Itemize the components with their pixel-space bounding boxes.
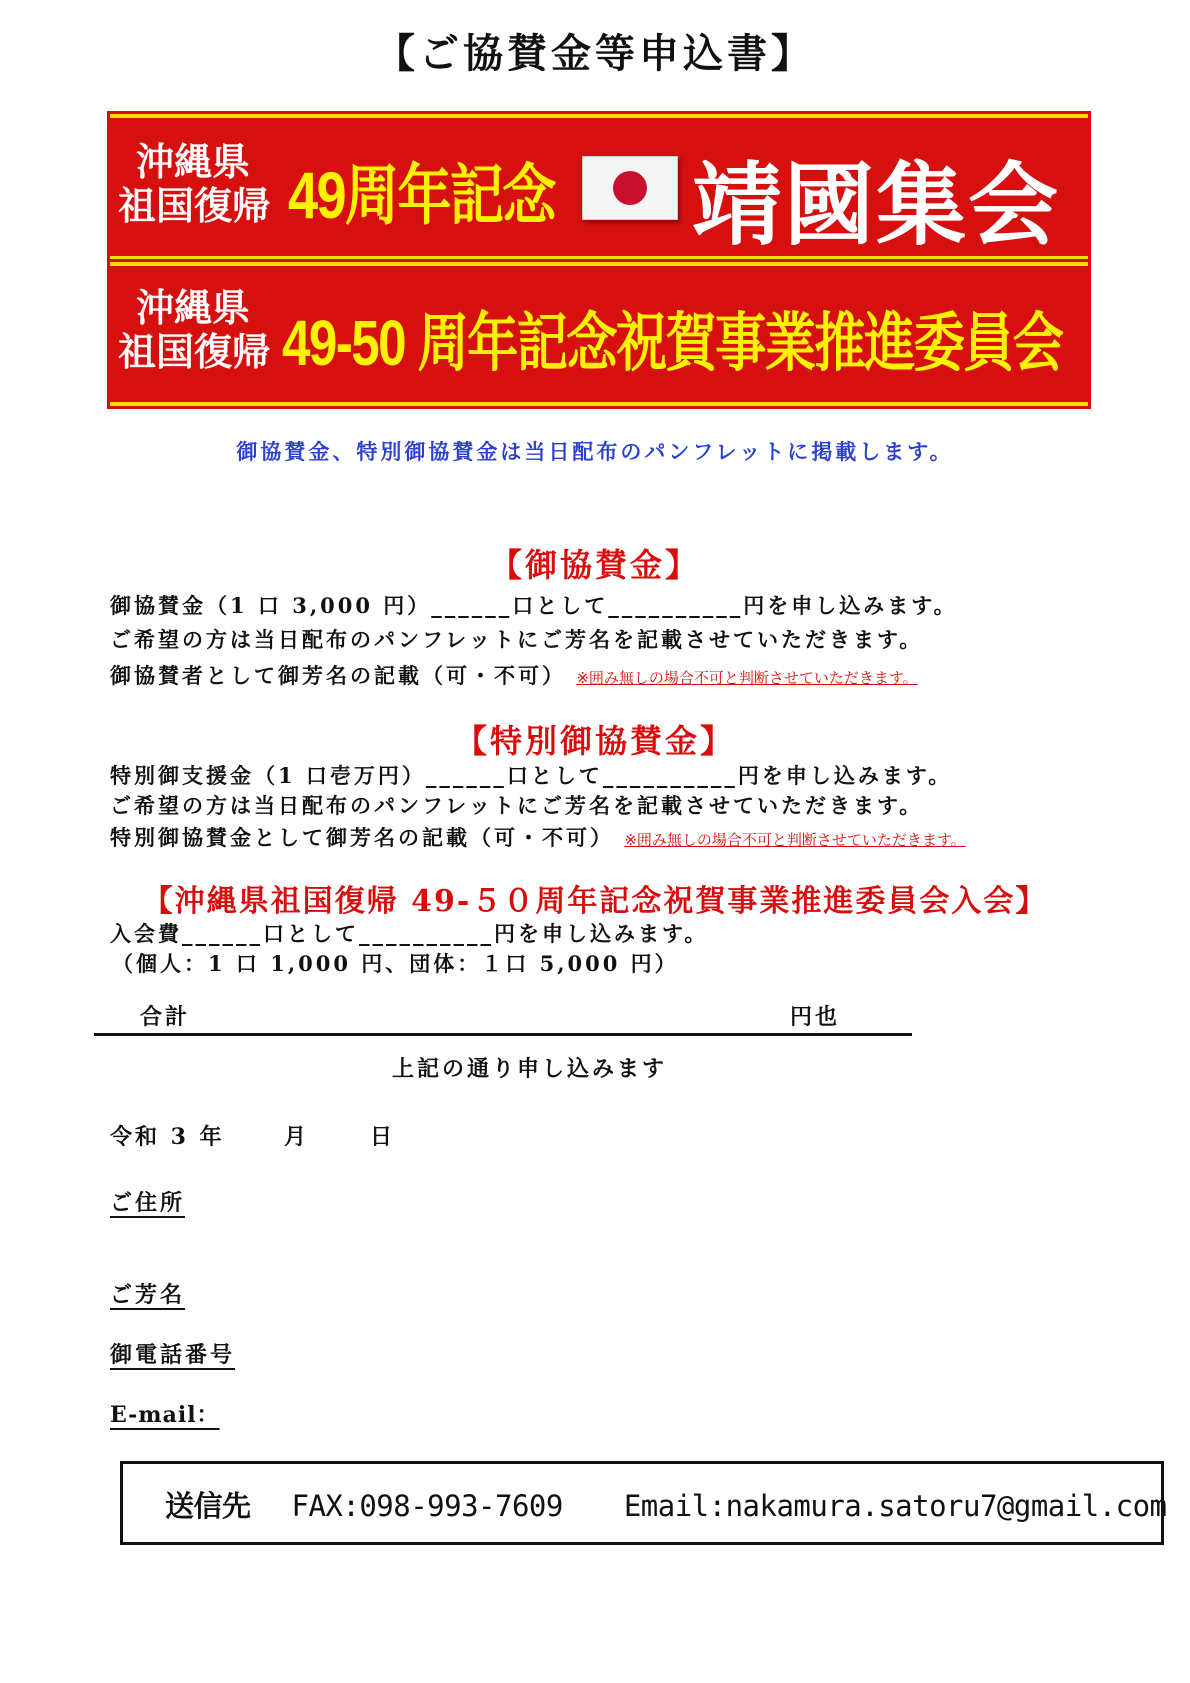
banner-anniversary: 49周年記念 <box>288 158 555 232</box>
total-label: 合計 <box>140 1004 191 1030</box>
membership-fee-line: 入会費______口として__________円を申し込みます。 <box>110 921 709 946</box>
membership-heading: 【沖縄県祖国復帰 49-５０周年記念祝賀事業推進委員会入会】 <box>142 884 1048 919</box>
total-suffix: 円也 <box>790 1004 841 1030</box>
event-banner <box>110 114 1088 260</box>
email-field-label: E-mail： <box>110 1402 220 1428</box>
sponsorship-pamphlet-line: ご希望の方は当日配布のパンフレットにご芳名を記載させていただきます。 <box>110 627 924 652</box>
name-field-label: ご芳名 <box>110 1282 186 1308</box>
confirmation-text: 上記の通り申し込みます <box>392 1056 668 1082</box>
japan-flag-icon <box>582 156 678 220</box>
address-field-label: ご住所 <box>110 1190 186 1216</box>
send-to-email: Email:nakamura.satoru7@gmail.com <box>623 1489 1167 1523</box>
committee-banner <box>110 262 1088 406</box>
send-to-fax: FAX:098-993-7609 <box>291 1489 563 1523</box>
banner-prefecture-line2: 祖国復帰 <box>118 184 271 228</box>
date-month: 月 <box>284 1124 310 1150</box>
phone-field-label: 御電話番号 <box>110 1342 236 1368</box>
banner-prefecture-line2: 祖国復帰 <box>118 330 271 374</box>
banner-committee-name: 49-50 周年記念祝賀事業推進委員会 <box>282 307 1063 379</box>
sponsorship-name-listing-text: 御協賛者として御芳名の記載（可・不可） <box>110 663 566 688</box>
send-to-line <box>165 1484 1167 1525</box>
sponsorship-heading: 【御協賛金】 <box>489 546 700 584</box>
banner-prefecture-line1: 沖縄県 <box>136 286 251 330</box>
special-sponsorship-heading: 【特別御協賛金】 <box>454 722 735 760</box>
banner-prefecture <box>118 140 270 228</box>
special-sponsorship-name-listing-line <box>110 822 966 852</box>
pamphlet-notice: 御協賛金、特別御協賛金は当日配布のパンフレットに掲載します。 <box>236 439 954 464</box>
document-title: 【ご協賛金等申込書】 <box>375 30 815 77</box>
date-day: 日 <box>370 1124 396 1150</box>
special-sponsorship-name-listing-text: 特別御協賛金として御芳名の記載（可・不可） <box>110 825 614 850</box>
sponsorship-name-listing-line <box>110 660 918 690</box>
special-sponsorship-amount-line: 特別御支援金（1 口壱万円）______口として__________円を申し込みます。 <box>110 763 953 788</box>
send-to-box <box>120 1461 1167 1545</box>
sponsorship-note: ※囲み無しの場合不可と判断させていただきます。 <box>576 669 918 687</box>
send-to-label: 送信先 <box>165 1489 251 1523</box>
sponsorship-amount-line: 御協賛金（1 口 3,000 円）______口として__________円を申し込みます。 <box>110 593 958 618</box>
membership-fee-rates: （個人：1 口 1,000 円、団体：１口 5,000 円） <box>112 951 679 976</box>
special-sponsorship-pamphlet-line: ご希望の方は当日配布のパンフレットにご芳名を記載させていただきます。 <box>110 793 924 818</box>
banner-prefecture <box>118 286 270 374</box>
banner-prefecture-line1: 沖縄県 <box>136 140 251 184</box>
special-sponsorship-note: ※囲み無しの場合不可と判断させていただきます。 <box>624 831 966 849</box>
banner-event-name: 靖國集会 <box>692 153 1060 258</box>
total-underline <box>94 1033 912 1036</box>
date-era: 令和 3 年 <box>110 1124 225 1150</box>
